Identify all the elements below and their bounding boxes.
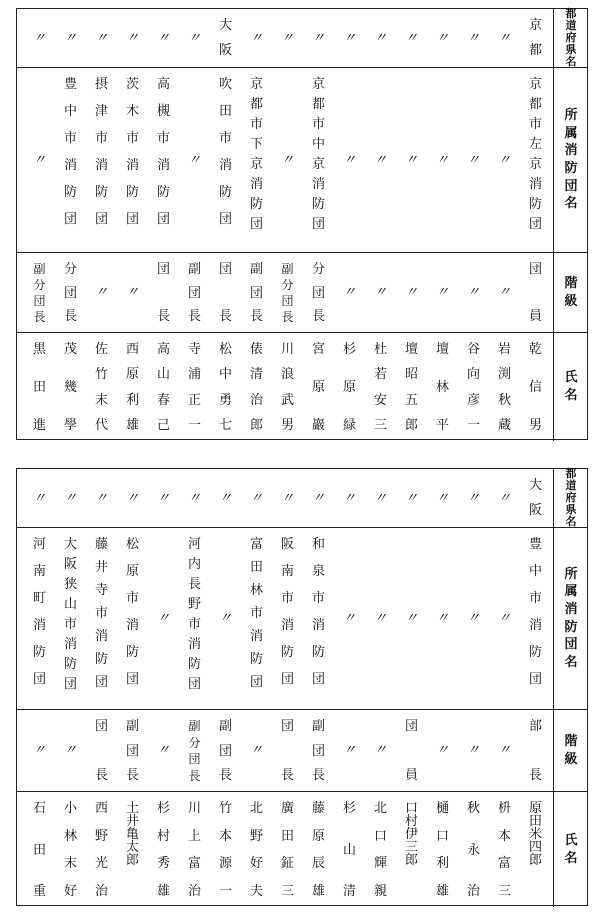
name-text: 小 林 末 好 bbox=[63, 801, 77, 899]
entry-rank-cell bbox=[303, 710, 334, 791]
entry-unit-cell bbox=[334, 68, 365, 252]
unit-text: 阪 南 市 消 防 団 bbox=[280, 537, 294, 687]
unit-text: 京 都 市 中 京 消 防 団 bbox=[311, 77, 325, 232]
entry-rank-cell bbox=[148, 710, 179, 791]
entry-pref-cell bbox=[365, 9, 396, 67]
rank-text: 副 団 長 bbox=[311, 719, 325, 783]
entry-name-cell bbox=[272, 792, 303, 907]
rank-text: 〃 bbox=[63, 743, 77, 758]
unit-text: 〃 bbox=[466, 152, 480, 168]
header-divider bbox=[553, 68, 554, 252]
pref-text: 京 都 bbox=[528, 18, 542, 58]
unit-text: 〃 bbox=[435, 611, 449, 626]
entry-unit-cell bbox=[179, 528, 210, 709]
pref-text: 〃 bbox=[342, 30, 356, 46]
entry-rank-cell bbox=[86, 253, 117, 332]
entry-pref-cell bbox=[489, 9, 520, 67]
entry-pref-cell bbox=[210, 469, 241, 527]
entry-rank-cell bbox=[365, 253, 396, 332]
pref-header: 都 道 府 県 名 bbox=[565, 6, 577, 69]
entry-pref-cell bbox=[520, 469, 551, 527]
header-divider bbox=[553, 253, 554, 332]
entry-name-cell bbox=[179, 333, 210, 441]
name-text: 廣 田 鉦 三 bbox=[280, 801, 294, 899]
entry-pref-cell bbox=[148, 9, 179, 67]
entry-unit-cell bbox=[179, 68, 210, 252]
entry-unit-cell bbox=[241, 528, 272, 709]
name-text: 壇 昭 五 郎 bbox=[404, 342, 418, 433]
entry-rank-cell bbox=[148, 253, 179, 332]
name-text: 杉 山 清 bbox=[342, 801, 356, 899]
unit-text: 〃 bbox=[342, 152, 356, 168]
entry-name-cell bbox=[117, 792, 148, 907]
unit-text: 京 都 市 左 京 消 防 団 bbox=[528, 77, 542, 232]
name-text: 西 野 光 治 bbox=[94, 801, 108, 899]
name-text: 石 田 重 bbox=[32, 801, 46, 899]
pref-text: 大 阪 bbox=[218, 18, 232, 58]
unit-text: 〃 bbox=[373, 152, 387, 168]
entry-unit-cell bbox=[303, 68, 334, 252]
entry-name-cell bbox=[303, 333, 334, 441]
name-text: 杜 若 安 三 bbox=[373, 342, 387, 433]
name-row bbox=[17, 332, 587, 441]
name-text: 原 田 米 四 郎 bbox=[528, 801, 542, 868]
entry-name-cell bbox=[489, 333, 520, 441]
rank-text: 分 団 長 bbox=[311, 262, 325, 324]
name-header: 氏 名 bbox=[564, 370, 578, 403]
entry-name-cell bbox=[179, 792, 210, 907]
entry-pref-cell bbox=[272, 9, 303, 67]
entry-rank-cell bbox=[241, 253, 272, 332]
entry-pref-cell bbox=[458, 9, 489, 67]
unit-text: 京 都 市 下 京 消 防 団 bbox=[249, 77, 263, 232]
name-text: 高 山 春 己 bbox=[156, 342, 170, 433]
name-text: 枡 本 富 三 bbox=[497, 801, 511, 899]
rank-text: 〃 bbox=[125, 285, 139, 300]
rank-row bbox=[17, 709, 587, 791]
entry-name-cell bbox=[24, 792, 55, 907]
unit-text: 〃 bbox=[435, 152, 449, 168]
entry-name-cell bbox=[458, 333, 489, 441]
entry-pref-cell bbox=[179, 9, 210, 67]
name-header: 氏 名 bbox=[564, 832, 578, 866]
entry-rank-cell bbox=[117, 253, 148, 332]
unit-text: 摂 津 市 消 防 団 bbox=[94, 77, 108, 227]
rank-text: 〃 bbox=[404, 285, 418, 300]
entry-rank-cell bbox=[86, 710, 117, 791]
entry-unit-cell bbox=[396, 528, 427, 709]
name-text: 谷 向 彦 一 bbox=[466, 342, 480, 433]
entry-name-cell bbox=[334, 333, 365, 441]
entry-rank-cell bbox=[520, 253, 551, 332]
unit-text: 豊 中 市 消 防 団 bbox=[63, 77, 77, 227]
entry-name-cell bbox=[210, 333, 241, 441]
entry-rank-cell bbox=[458, 710, 489, 791]
header-divider bbox=[553, 528, 554, 709]
rank-text: 団 長 bbox=[280, 719, 294, 783]
entry-unit-cell bbox=[55, 68, 86, 252]
entry-unit-cell bbox=[86, 68, 117, 252]
name-text: 川 上 富 治 bbox=[187, 801, 201, 899]
name-text: 北 野 好 夫 bbox=[249, 801, 263, 899]
rank-text: 〃 bbox=[435, 285, 449, 300]
pref-text: 〃 bbox=[94, 490, 108, 506]
rank-text: 〃 bbox=[94, 285, 108, 300]
unit-text: 〃 bbox=[342, 611, 356, 626]
unit-text: 和 泉 市 消 防 団 bbox=[311, 537, 325, 687]
name-text: 黒 田 進 bbox=[32, 342, 46, 433]
entry-name-cell bbox=[24, 333, 55, 441]
unit-row bbox=[17, 527, 587, 709]
entry-name-cell bbox=[55, 333, 86, 441]
name-text: 俵 清 治 郎 bbox=[249, 342, 263, 433]
name-text: 佐 竹 末 代 bbox=[94, 342, 108, 433]
entry-name-cell bbox=[520, 792, 551, 907]
name-text: 秋 永 治 bbox=[466, 801, 480, 899]
unit-text: 大 阪 狭 山 市 消 防 団 bbox=[63, 537, 77, 692]
unit-text: 〃 bbox=[466, 611, 480, 626]
entry-rank-cell bbox=[210, 710, 241, 791]
entry-unit-cell bbox=[303, 528, 334, 709]
pref-text: 〃 bbox=[497, 30, 511, 46]
rank-text: 〃 bbox=[342, 743, 356, 758]
unit-text: 松 原 市 消 防 団 bbox=[125, 537, 139, 687]
name-text: 杉 原 緑 bbox=[342, 342, 356, 433]
entry-pref-cell bbox=[210, 9, 241, 67]
rank-text: 団 長 bbox=[218, 262, 232, 324]
entry-pref-cell bbox=[272, 469, 303, 527]
pref-text: 〃 bbox=[404, 490, 418, 506]
unit-row bbox=[17, 67, 587, 252]
rank-text: 副 団 長 bbox=[249, 262, 263, 324]
pref-text: 〃 bbox=[342, 490, 356, 506]
entry-rank-cell bbox=[55, 253, 86, 332]
entry-pref-cell bbox=[241, 469, 272, 527]
pref-text: 〃 bbox=[187, 490, 201, 506]
entry-pref-cell bbox=[148, 469, 179, 527]
entry-rank-cell bbox=[458, 253, 489, 332]
unit-text: 〃 bbox=[373, 611, 387, 626]
name-text: 口 村 伊 三 郎 bbox=[404, 801, 418, 868]
entry-pref-cell bbox=[303, 469, 334, 527]
entry-rank-cell bbox=[210, 253, 241, 332]
entry-pref-cell bbox=[458, 469, 489, 527]
entry-unit-cell bbox=[489, 68, 520, 252]
entry-unit-cell bbox=[272, 528, 303, 709]
entry-unit-cell bbox=[117, 68, 148, 252]
entry-rank-cell bbox=[179, 710, 210, 791]
entry-name-cell bbox=[55, 792, 86, 907]
pref-row bbox=[17, 466, 587, 529]
pref-text: 〃 bbox=[497, 490, 511, 506]
entry-unit-cell bbox=[334, 528, 365, 709]
entry-pref-cell bbox=[241, 9, 272, 67]
entry-unit-cell bbox=[148, 68, 179, 252]
entry-pref-cell bbox=[427, 9, 458, 67]
rank-text: 副 団 長 bbox=[218, 719, 232, 783]
header-divider bbox=[553, 9, 554, 67]
entry-unit-cell bbox=[458, 528, 489, 709]
honor-table-2 bbox=[16, 468, 588, 906]
entry-rank-cell bbox=[489, 710, 520, 791]
entry-name-cell bbox=[520, 333, 551, 441]
pref-text: 〃 bbox=[63, 490, 77, 506]
entry-rank-cell bbox=[489, 253, 520, 332]
name-text: 松 中 勇 七 bbox=[218, 342, 232, 433]
name-row bbox=[17, 791, 587, 907]
entry-unit-cell bbox=[520, 68, 551, 252]
name-text: 藤 原 辰 雄 bbox=[311, 801, 325, 899]
entry-unit-cell bbox=[148, 528, 179, 709]
entry-name-cell bbox=[117, 333, 148, 441]
entry-pref-cell bbox=[55, 469, 86, 527]
rank-text: 〃 bbox=[373, 743, 387, 758]
unit-text: 〃 bbox=[497, 611, 511, 626]
rank-text: 〃 bbox=[249, 743, 263, 758]
rank-text: 団 員 bbox=[528, 262, 542, 324]
pref-text: 〃 bbox=[280, 30, 294, 46]
unit-text: 〃 bbox=[280, 152, 294, 168]
entry-name-cell bbox=[272, 333, 303, 441]
unit-text: 藤 井 寺 市 消 防 団 bbox=[94, 537, 108, 690]
header-divider bbox=[553, 710, 554, 791]
name-text: 寺 浦 正 一 bbox=[187, 342, 201, 433]
name-text: 茂 幾 學 bbox=[63, 342, 77, 433]
pref-text: 〃 bbox=[156, 490, 170, 506]
entry-unit-cell bbox=[365, 68, 396, 252]
name-text: 西 原 利 雄 bbox=[125, 342, 139, 433]
entry-unit-cell bbox=[24, 528, 55, 709]
rank-row bbox=[17, 252, 587, 332]
entry-rank-cell bbox=[272, 710, 303, 791]
unit-text: 河 南 町 消 防 団 bbox=[32, 537, 46, 687]
rank-text: 部 長 bbox=[528, 719, 542, 783]
entry-rank-cell bbox=[24, 253, 55, 332]
pref-text: 〃 bbox=[466, 490, 480, 506]
entry-pref-cell bbox=[86, 9, 117, 67]
name-text: 杉 村 秀 雄 bbox=[156, 801, 170, 899]
header-divider bbox=[553, 333, 554, 441]
rank-text: 〃 bbox=[435, 743, 449, 758]
entry-rank-cell bbox=[241, 710, 272, 791]
rank-text: 副 分 団 長 bbox=[33, 262, 46, 324]
entry-unit-cell bbox=[210, 68, 241, 252]
pref-header: 都 道 府 県 名 bbox=[565, 466, 577, 529]
entry-name-cell bbox=[365, 792, 396, 907]
unit-header: 所 属 消 防 団 名 bbox=[564, 566, 578, 670]
rank-text: 副 団 長 bbox=[187, 262, 201, 324]
unit-header: 所 属 消 防 団 名 bbox=[564, 108, 578, 212]
entry-name-cell bbox=[148, 333, 179, 441]
honor-table-1 bbox=[16, 8, 588, 440]
entry-name-cell bbox=[210, 792, 241, 907]
entry-unit-cell bbox=[86, 528, 117, 709]
pref-text: 〃 bbox=[32, 30, 46, 46]
rank-text: 団 員 bbox=[404, 719, 418, 783]
rank-text: 〃 bbox=[466, 285, 480, 300]
entry-name-cell bbox=[365, 333, 396, 441]
pref-text: 〃 bbox=[63, 30, 77, 46]
pref-text: 〃 bbox=[280, 490, 294, 506]
pref-text: 〃 bbox=[32, 490, 46, 506]
unit-text: 高 槻 市 消 防 団 bbox=[156, 77, 170, 227]
entry-unit-cell bbox=[117, 528, 148, 709]
name-text: 壇 林 平 bbox=[435, 342, 449, 433]
entry-name-cell bbox=[86, 792, 117, 907]
rank-text: 〃 bbox=[497, 285, 511, 300]
entry-unit-cell bbox=[272, 68, 303, 252]
entry-rank-cell bbox=[55, 710, 86, 791]
unit-text: 〃 bbox=[32, 152, 46, 168]
entry-rank-cell bbox=[24, 710, 55, 791]
entry-pref-cell bbox=[334, 9, 365, 67]
name-text: 乾 信 男 bbox=[528, 342, 542, 433]
pref-text: 〃 bbox=[187, 30, 201, 46]
unit-text: 〃 bbox=[156, 611, 170, 626]
entry-name-cell bbox=[427, 792, 458, 907]
entry-rank-cell bbox=[117, 710, 148, 791]
entry-pref-cell bbox=[334, 469, 365, 527]
entry-rank-cell bbox=[396, 710, 427, 791]
entry-unit-cell bbox=[458, 68, 489, 252]
pref-text: 〃 bbox=[94, 30, 108, 46]
entry-pref-cell bbox=[427, 469, 458, 527]
pref-row bbox=[17, 6, 587, 69]
pref-text: 〃 bbox=[125, 30, 139, 46]
entry-pref-cell bbox=[489, 469, 520, 527]
entry-rank-cell bbox=[520, 710, 551, 791]
name-text: 土 井 亀 太 郎 bbox=[125, 801, 139, 868]
pref-text: 〃 bbox=[249, 30, 263, 46]
entry-name-cell bbox=[458, 792, 489, 907]
entry-rank-cell bbox=[334, 710, 365, 791]
entry-rank-cell bbox=[396, 253, 427, 332]
pref-text: 〃 bbox=[373, 30, 387, 46]
entry-unit-cell bbox=[210, 528, 241, 709]
entry-pref-cell bbox=[365, 469, 396, 527]
rank-text: 〃 bbox=[156, 743, 170, 758]
header-divider bbox=[553, 469, 554, 527]
unit-text: 〃 bbox=[218, 611, 232, 626]
name-text: 竹 本 源 一 bbox=[218, 801, 232, 899]
header-divider bbox=[553, 792, 554, 907]
pref-text: 〃 bbox=[311, 30, 325, 46]
pref-text: 大 阪 bbox=[528, 478, 542, 518]
entry-pref-cell bbox=[179, 469, 210, 527]
entry-name-cell bbox=[86, 333, 117, 441]
name-text: 樋 口 利 雄 bbox=[435, 801, 449, 899]
entry-name-cell bbox=[148, 792, 179, 907]
pref-text: 〃 bbox=[435, 490, 449, 506]
unit-text: 富 田 林 市 消 防 団 bbox=[249, 537, 263, 690]
unit-text: 河 内 長 野 市 消 防 団 bbox=[187, 537, 201, 692]
pref-text: 〃 bbox=[466, 30, 480, 46]
name-text: 川 浪 武 男 bbox=[280, 342, 294, 433]
entry-name-cell bbox=[396, 333, 427, 441]
entry-unit-cell bbox=[489, 528, 520, 709]
entry-unit-cell bbox=[24, 68, 55, 252]
pref-text: 〃 bbox=[125, 490, 139, 506]
pref-text: 〃 bbox=[156, 30, 170, 46]
entry-rank-cell bbox=[272, 253, 303, 332]
entry-pref-cell bbox=[24, 469, 55, 527]
entry-name-cell bbox=[489, 792, 520, 907]
entry-rank-cell bbox=[179, 253, 210, 332]
unit-text: 吹 田 市 消 防 団 bbox=[218, 77, 232, 227]
rank-text: 副 分 団 長 bbox=[281, 262, 294, 324]
name-text: 宮 原 巖 bbox=[311, 342, 325, 433]
name-text: 北 口 輝 親 bbox=[373, 801, 387, 899]
pref-text: 〃 bbox=[435, 30, 449, 46]
rank-header: 階 級 bbox=[564, 733, 578, 767]
entry-pref-cell bbox=[396, 9, 427, 67]
entry-name-cell bbox=[241, 333, 272, 441]
entry-name-cell bbox=[396, 792, 427, 907]
rank-text: 分 団 長 bbox=[63, 262, 77, 324]
entry-name-cell bbox=[427, 333, 458, 441]
entry-unit-cell bbox=[365, 528, 396, 709]
entry-pref-cell bbox=[117, 9, 148, 67]
entry-pref-cell bbox=[303, 9, 334, 67]
entry-unit-cell bbox=[520, 528, 551, 709]
entry-pref-cell bbox=[520, 9, 551, 67]
pref-text: 〃 bbox=[311, 490, 325, 506]
pref-text: 〃 bbox=[404, 30, 418, 46]
entry-rank-cell bbox=[303, 253, 334, 332]
name-text: 岩 渕 秋 蔵 bbox=[497, 342, 511, 433]
entry-pref-cell bbox=[117, 469, 148, 527]
rank-text: 〃 bbox=[342, 285, 356, 300]
entry-rank-cell bbox=[365, 710, 396, 791]
entry-rank-cell bbox=[427, 253, 458, 332]
unit-text: 〃 bbox=[187, 152, 201, 168]
rank-text: 副 分 団 長 bbox=[188, 719, 201, 783]
pref-text: 〃 bbox=[249, 490, 263, 506]
rank-text: 〃 bbox=[32, 743, 46, 758]
rank-text: 副 団 長 bbox=[125, 719, 139, 783]
unit-text: 豊 中 市 消 防 団 bbox=[528, 537, 542, 687]
rank-text: 〃 bbox=[466, 743, 480, 758]
entry-name-cell bbox=[241, 792, 272, 907]
rank-text: 〃 bbox=[497, 743, 511, 758]
entry-unit-cell bbox=[396, 68, 427, 252]
entry-pref-cell bbox=[396, 469, 427, 527]
entry-rank-cell bbox=[334, 253, 365, 332]
entry-pref-cell bbox=[86, 469, 117, 527]
pref-text: 〃 bbox=[218, 490, 232, 506]
rank-text: 団 長 bbox=[94, 719, 108, 783]
entry-pref-cell bbox=[24, 9, 55, 67]
rank-text: 〃 bbox=[373, 285, 387, 300]
unit-text: 〃 bbox=[404, 611, 418, 626]
rank-text: 団 長 bbox=[156, 262, 170, 324]
entry-pref-cell bbox=[55, 9, 86, 67]
unit-text: 茨 木 市 消 防 団 bbox=[125, 77, 139, 227]
entry-unit-cell bbox=[241, 68, 272, 252]
entry-rank-cell bbox=[427, 710, 458, 791]
unit-text: 〃 bbox=[497, 152, 511, 168]
entry-unit-cell bbox=[427, 68, 458, 252]
unit-text: 〃 bbox=[404, 152, 418, 168]
entry-name-cell bbox=[303, 792, 334, 907]
rank-header: 階 級 bbox=[564, 275, 578, 309]
entry-unit-cell bbox=[427, 528, 458, 709]
entry-name-cell bbox=[334, 792, 365, 907]
entry-unit-cell bbox=[55, 528, 86, 709]
pref-text: 〃 bbox=[373, 490, 387, 506]
